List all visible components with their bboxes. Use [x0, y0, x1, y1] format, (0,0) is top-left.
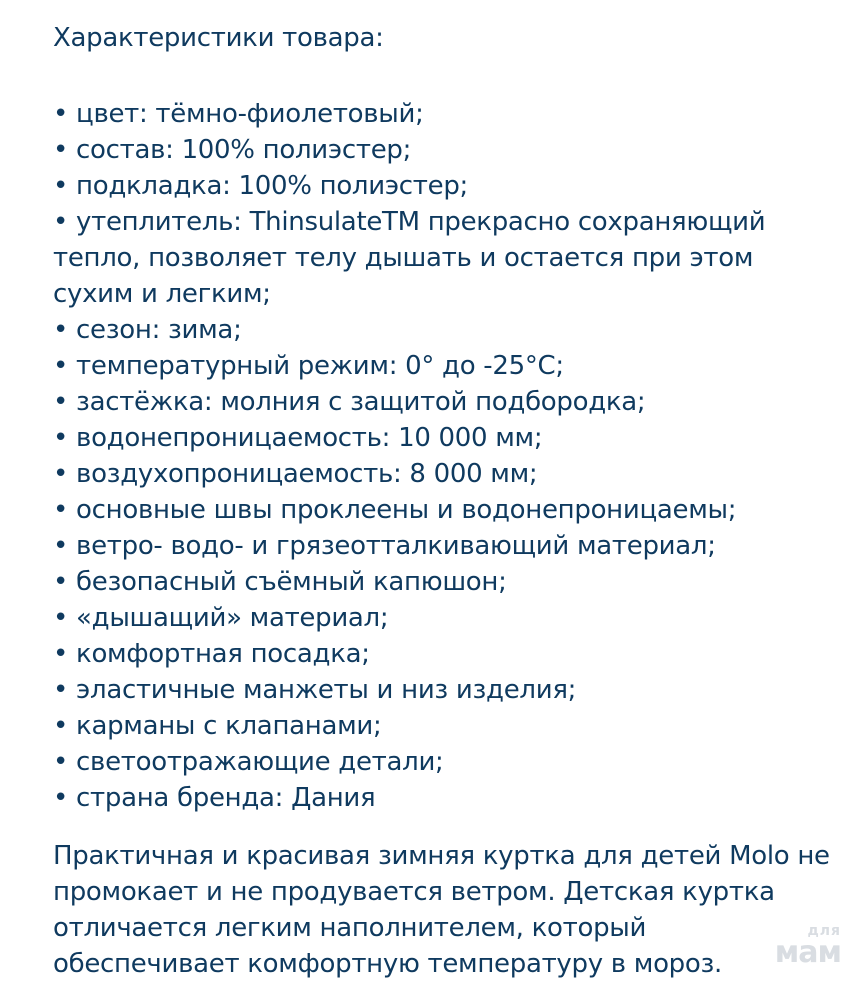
spec-item [53, 564, 833, 600]
bullet-icon: • [53, 351, 69, 381]
spec-item-text: температурный режим: 0° до -25°С; [76, 351, 564, 381]
spec-item-text: сезон: зима; [76, 315, 242, 345]
spec-item-text: воздухопроницаемость: 8 000 мм; [76, 459, 538, 489]
spec-item [53, 672, 833, 708]
spec-item [53, 96, 833, 132]
spec-item-text: страна бренда: Дания [76, 783, 376, 813]
bullet-icon: • [53, 495, 69, 525]
spec-item [53, 780, 833, 816]
spec-item-text: комфортная посадка; [76, 639, 370, 669]
spec-item-text: утеплитель: ThinsulateTM прекрасно сохраняющий тепло, позволяет телу дышать и остается при этом сухим и легким; [53, 207, 766, 309]
spec-item [53, 744, 833, 780]
watermark-top: для [807, 923, 841, 939]
bullet-icon: • [53, 315, 69, 345]
watermark-bottom: мам [774, 935, 841, 970]
spec-item [53, 492, 833, 528]
bullet-icon: • [53, 171, 69, 201]
product-description [53, 20, 833, 982]
spec-item-text: состав: 100% полиэстер; [76, 135, 412, 165]
spec-item [53, 204, 833, 312]
spec-item [53, 600, 833, 636]
spec-item-text: светоотражающие детали; [76, 747, 444, 777]
specs-list [53, 96, 833, 816]
specs-heading: Характеристики товара: [53, 23, 384, 53]
bullet-icon: • [53, 531, 69, 561]
bullet-icon: • [53, 459, 69, 489]
bullet-icon: • [53, 567, 69, 597]
spec-item [53, 384, 833, 420]
spec-item [53, 168, 833, 204]
spec-item-text: эластичные манжеты и низ изделия; [76, 675, 577, 705]
spec-item [53, 132, 833, 168]
spec-item-text: водонепроницаемость: 10 000 мм; [76, 423, 543, 453]
spec-item-text: основные швы проклеены и водонепроницаемы; [76, 495, 737, 525]
bullet-icon: • [53, 423, 69, 453]
spec-item-text: безопасный съёмный капюшон; [76, 567, 507, 597]
spec-item-text: карманы с клапанами; [76, 711, 382, 741]
bullet-icon: • [53, 675, 69, 705]
bullet-icon: • [53, 99, 69, 129]
spec-item [53, 420, 833, 456]
bullet-icon: • [53, 783, 69, 813]
bullet-icon: • [53, 135, 69, 165]
spec-item [53, 456, 833, 492]
spec-item-text: цвет: тёмно-фиолетовый; [76, 99, 424, 129]
spec-item [53, 636, 833, 672]
bullet-icon: • [53, 747, 69, 777]
bullet-icon: • [53, 207, 69, 237]
bullet-icon: • [53, 387, 69, 417]
spec-item-text: застёжка: молния с защитой подбородка; [76, 387, 646, 417]
spec-item [53, 312, 833, 348]
spacer [53, 60, 833, 96]
spec-item [53, 348, 833, 384]
spec-item-text: подкладка: 100% полиэстер; [76, 171, 469, 201]
spec-item [53, 528, 833, 564]
watermark-logo [775, 924, 841, 968]
spec-item [53, 708, 833, 744]
bullet-icon: • [53, 639, 69, 669]
spec-item-text: ветро- водо- и грязеотталкивающий материал; [76, 531, 716, 561]
spec-item-text: «дышащий» материал; [76, 603, 389, 633]
bullet-icon: • [53, 603, 69, 633]
bullet-icon: • [53, 711, 69, 741]
product-description-text: Практичная и красивая зимняя куртка для детей Molo не промокает и не продувается ветром. Детская куртка отличается легким наполнителем, который обеспечивает комфортную температуру в мороз. [53, 841, 830, 979]
